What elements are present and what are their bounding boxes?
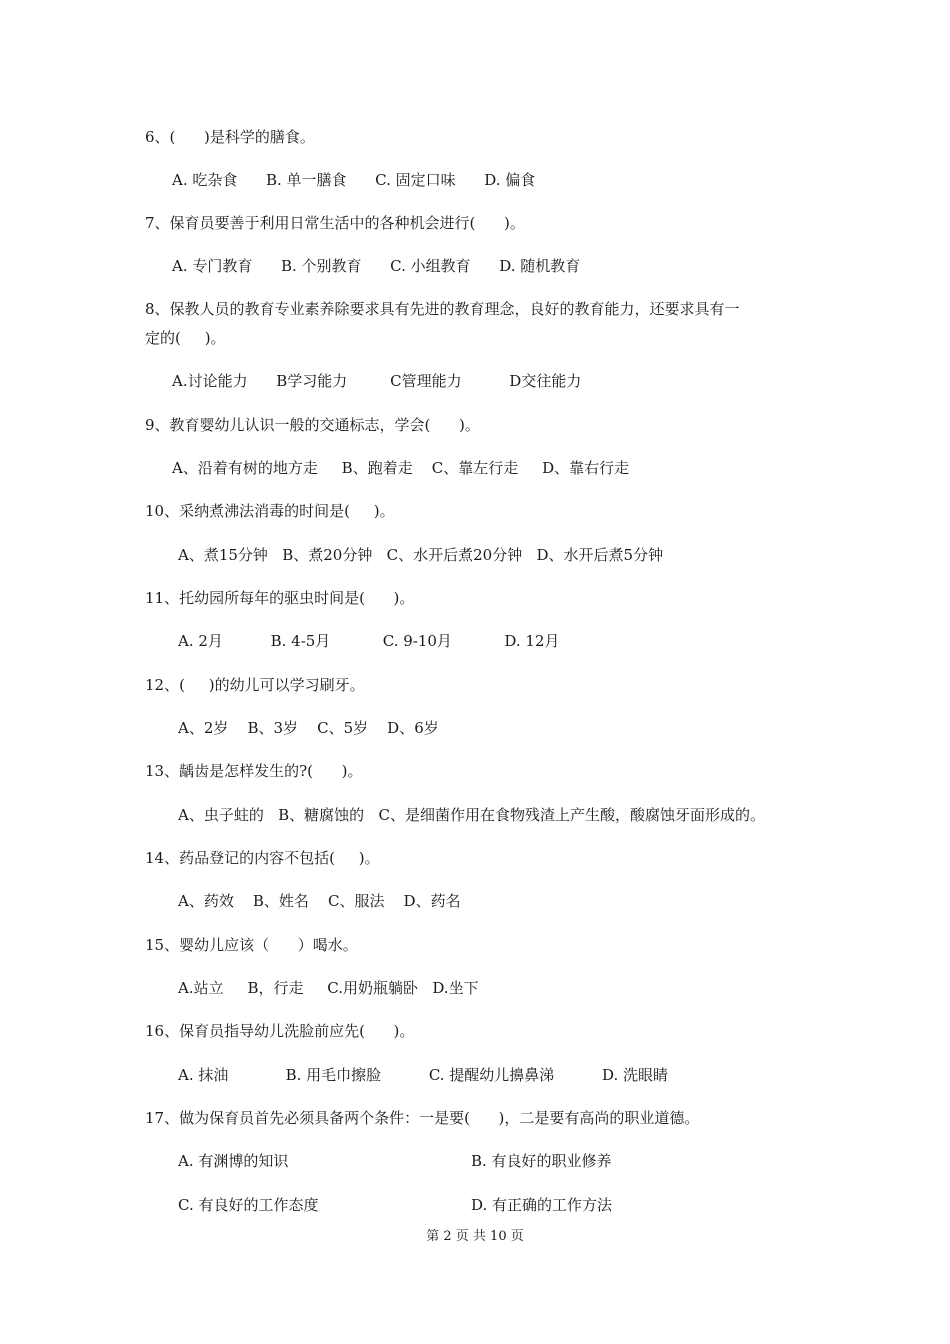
options-14: A、药效 B、姓名 C、服法 D、药名 bbox=[178, 892, 461, 910]
option-17-a: A. 有渊博的知识 bbox=[178, 1152, 289, 1170]
question-9: 9、教育婴幼儿认识一般的交通标志，学会( )。 bbox=[145, 416, 480, 434]
question-8: 8、保教人员的教育专业素养除要求具有先进的教育理念，良好的教育能力，还要求具有一 bbox=[145, 300, 740, 318]
option-17-b: B. 有良好的职业修养 bbox=[471, 1152, 612, 1170]
question-8-continued: 定的( )。 bbox=[145, 329, 226, 347]
options-9: A、沿着有树的地方走 B、跑着走 C、靠左行走 D、靠右行走 bbox=[172, 459, 630, 477]
options-7: A. 专门教育 B. 个别教育 C. 小组教育 D. 随机教育 bbox=[172, 257, 581, 275]
options-15: A.站立 B，行走 C.用奶瓶躺卧 D.坐下 bbox=[178, 979, 479, 997]
question-11: 11、托幼园所每年的驱虫时间是( )。 bbox=[145, 589, 415, 607]
page-footer: 第 2 页 共 10 页 bbox=[426, 1229, 524, 1244]
option-17-c: C. 有良好的工作态度 bbox=[178, 1196, 319, 1214]
options-13: A、虫子蛀的 B、糖腐蚀的 C、是细菌作用在食物残渣上产生酸，酸腐蚀牙面形成的。 bbox=[178, 806, 765, 824]
options-6: A. 吃杂食 B. 单一膳食 C. 固定口味 D. 偏食 bbox=[172, 171, 536, 189]
question-15: 15、婴幼儿应该（ ）喝水。 bbox=[145, 936, 358, 954]
option-17-d: D. 有正确的工作方法 bbox=[471, 1196, 613, 1214]
question-10: 10、采纳煮沸法消毒的时间是( )。 bbox=[145, 502, 395, 520]
question-13: 13、龋齿是怎样发生的?( )。 bbox=[145, 762, 363, 780]
question-17: 17、做为保育员首先必须具备两个条件：一是要( )，二是要有高尚的职业道德。 bbox=[145, 1109, 700, 1127]
question-6: 6、( )是科学的膳食。 bbox=[145, 128, 315, 146]
question-14: 14、药品登记的内容不包括( )。 bbox=[145, 849, 380, 867]
options-8: A.讨论能力 B学习能力 C管理能力 D交往能力 bbox=[172, 372, 582, 390]
question-12: 12、( )的幼儿可以学习刷牙。 bbox=[145, 676, 365, 694]
options-12: A、2岁 B、3岁 C、5岁 D、6岁 bbox=[178, 719, 439, 737]
options-16: A. 抹油 B. 用毛巾擦脸 C. 提醒幼儿擤鼻涕 D. 洗眼睛 bbox=[178, 1066, 669, 1084]
options-10: A、煮15分钟 B、煮20分钟 C、水开后煮20分钟 D、水开后煮5分钟 bbox=[178, 546, 664, 564]
question-7: 7、保育员要善于利用日常生活中的各种机会进行( )。 bbox=[145, 214, 525, 232]
options-11: A. 2月 B. 4-5月 C. 9-10月 D. 12月 bbox=[178, 632, 560, 650]
question-16: 16、保育员指导幼儿洗脸前应先( )。 bbox=[145, 1022, 415, 1040]
